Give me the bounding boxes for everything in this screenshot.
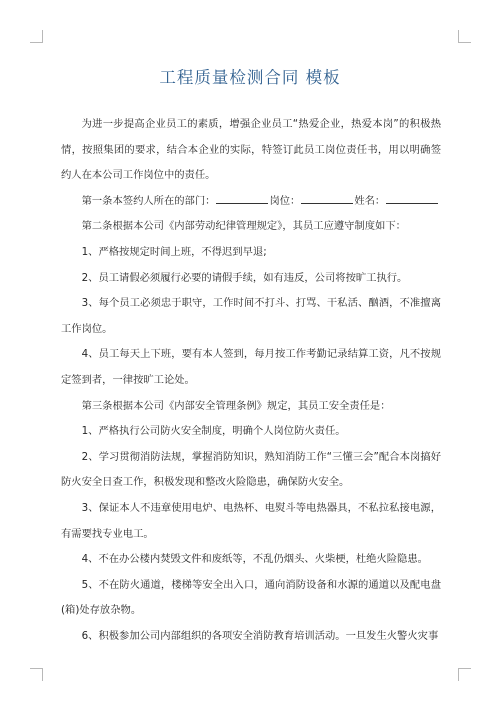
department-blank[interactable] bbox=[216, 193, 268, 204]
crop-mark-top-right bbox=[458, 30, 471, 43]
article-2-item-2: 2、员工请假必须履行必要的请假手续，如有违反，公司将按旷工执行。 bbox=[81, 271, 408, 284]
document-title: 工程质量检测合同 模板 bbox=[159, 68, 341, 87]
article-3-item-1: 1、严格执行公司防火安全制度，明确个人岗位防火责任。 bbox=[81, 425, 346, 438]
document-body bbox=[61, 112, 441, 649]
crop-mark-top-left bbox=[30, 30, 43, 43]
article-2-item-4: 4、员工每天上下班，要有本人签到，每月按工作考勤记录结算工资，凡不按规定签到者，一律按旷工论处。 bbox=[61, 348, 441, 386]
article-3-heading: 第三条根据本公司《内部安全管理条例》规定，其员工安全责任是： bbox=[81, 399, 391, 412]
article-1-form-line bbox=[61, 189, 441, 215]
name-label: 姓名： bbox=[354, 194, 386, 207]
post-label: 岗位： bbox=[269, 194, 301, 207]
crop-mark-bottom-right bbox=[458, 668, 471, 681]
article-3-item-2: 2、学习贯彻消防法规，掌握消防知识，熟知消防工作“三懂三会”配合本岗搞好防火安全日查工作，积极发现和整改火险隐患，确保防火安全。 bbox=[61, 450, 441, 489]
article-2-heading: 第二条根据本公司《内部劳动纪律管理规定》，其员工应遵守制度如下： bbox=[81, 220, 406, 233]
article-3-item-4: 4、不在办公楼内焚毁文件和废纸等，不乱仍烟头、火柴梗，杜绝火险隐患。 bbox=[81, 553, 428, 566]
name-blank[interactable] bbox=[386, 193, 438, 204]
article-3-item-6: 6、积极参加公司内部组织的各项安全消防教育培训活动。一旦发生火警火灾事 bbox=[81, 629, 439, 642]
post-blank[interactable] bbox=[301, 193, 353, 204]
article-3-item-3: 3、保证本人不违章使用电炉、电热杯、电熨斗等电热器具，不私拉私接电源，有需要找专业电工。 bbox=[61, 501, 441, 540]
intro-paragraph: 为进一步提高企业员工的素质，增强企业员工“热爱企业，热爱本岗”的积极热情，按照集团的要求，结合本企业的实际，特签订此员工岗位责任书，用以明确签约人在本公司工作岗位中的责任。 bbox=[61, 118, 441, 182]
article-3-item-5: 5、不在防火通道，楼梯等安全出入口，通向消防设备和水源的通道以及配电盘(箱)处存放杂物。 bbox=[61, 578, 441, 617]
form-prefix: 第一条本签约人所在的部门： bbox=[81, 194, 216, 207]
article-2-item-1: 1、严格按规定时间上班，不得迟到早退; bbox=[81, 245, 267, 258]
article-2-item-3: 3、每个员工必须忠于职守，工作时间不打斗、打骂、干私活、酗酒，不准擅离工作岗位。 bbox=[61, 297, 441, 335]
crop-mark-bottom-left bbox=[30, 668, 43, 681]
